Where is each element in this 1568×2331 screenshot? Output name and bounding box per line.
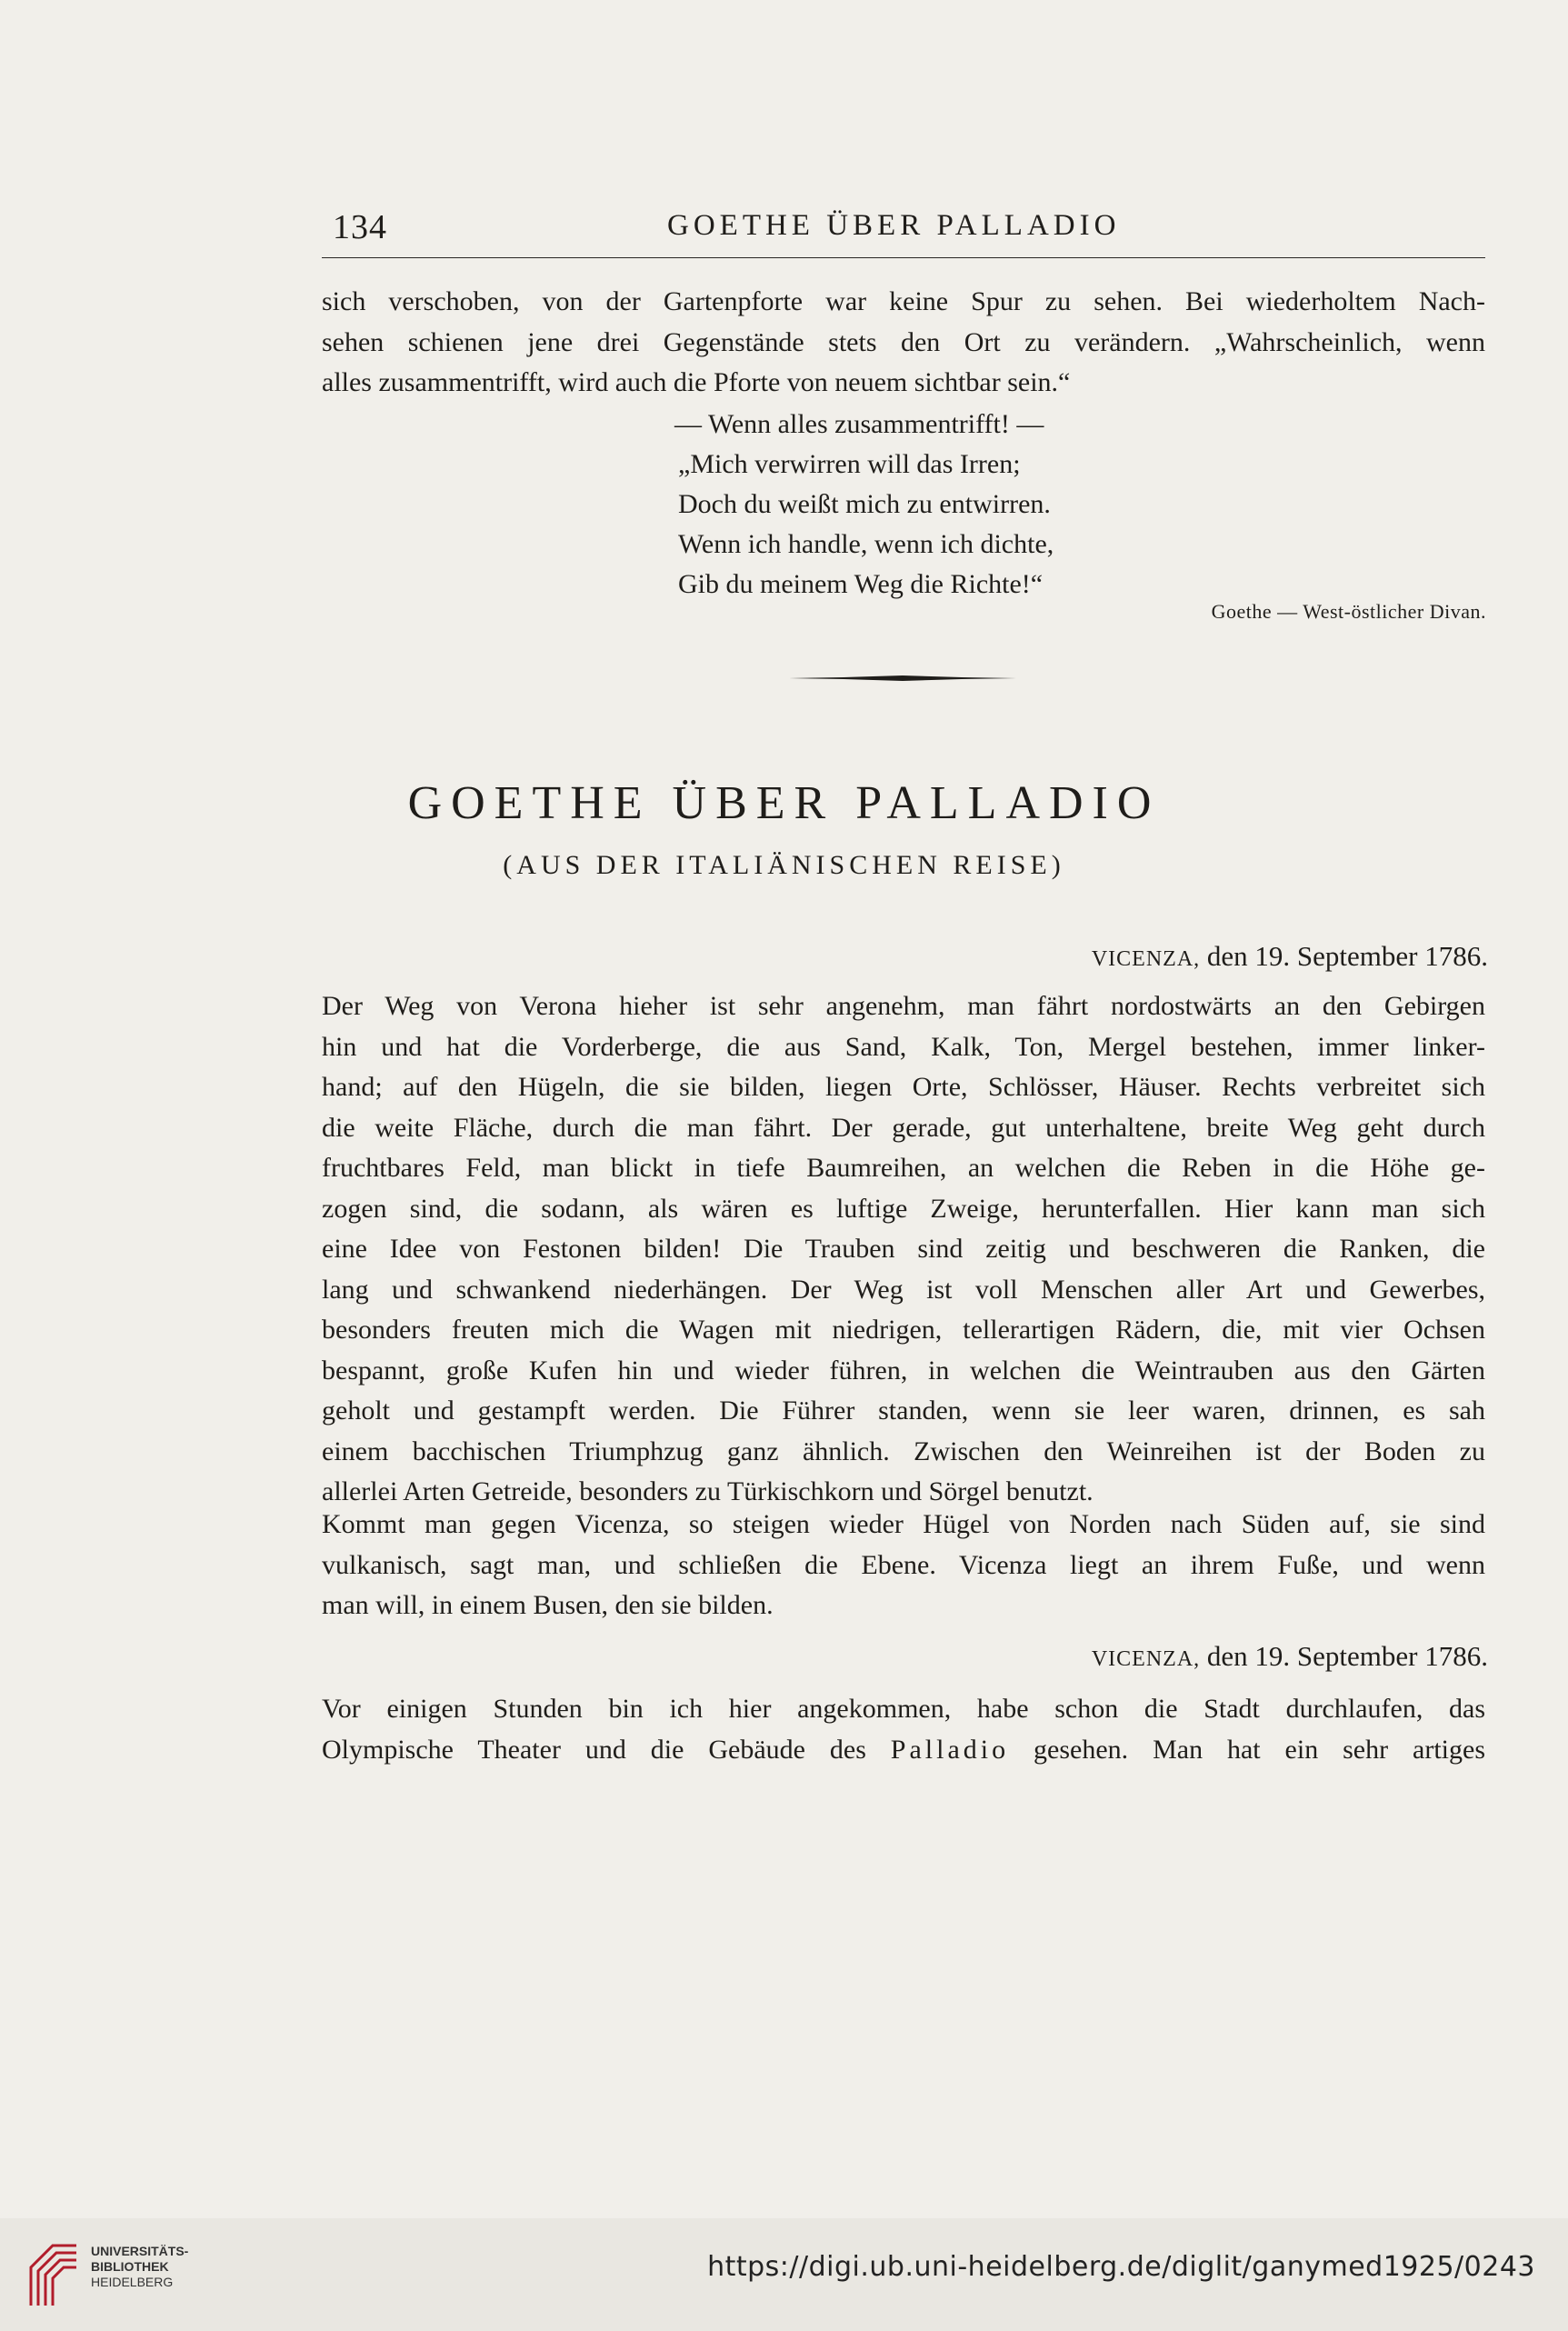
- text-line: [322, 1730, 1485, 1771]
- poem-line: Wenn ich handle, wenn ich dichte,: [678, 529, 1054, 559]
- dateline-date: den 19. September 1786.: [1206, 1640, 1488, 1672]
- text-line: Kommt man gegen Vicenza, so steigen wieder Hügel von Norden nach Süden auf, sie sind: [322, 1509, 1485, 1539]
- text-run: gesehen. Man hat ein sehr artiges: [1009, 1734, 1485, 1765]
- poem-line: „Mich verwirren will das Irren;: [678, 449, 1021, 479]
- page-number: 134: [333, 208, 387, 246]
- dateline: [1092, 1640, 1488, 1673]
- text-line: geholt und gestampft werden. Die Führer standen, wenn sie leer waren, drinnen, es sah: [322, 1396, 1485, 1426]
- dateline-date: den 19. September 1786.: [1206, 940, 1488, 972]
- intro-paragraph: [322, 282, 1485, 404]
- library-name: [91, 2244, 188, 2290]
- text-line: man will, in einem Busen, den sie bilden.: [322, 1590, 774, 1620]
- poem-line: Gib du meinem Weg die Richte!“: [678, 569, 1044, 599]
- poem-attribution: Goethe — West-östlicher Divan.: [1211, 600, 1486, 623]
- poem: [674, 405, 1054, 605]
- running-title: GOETHE ÜBER PALLADIO: [667, 209, 1121, 242]
- text-line: fruchtbares Feld, man blickt in tiefe Baumreihen, an welchen die Reben in die Höhe ge-: [322, 1153, 1485, 1183]
- text-line: Vor einigen Stunden bin ich hier angekommen, habe schon die Stadt durchlaufen, das: [322, 1694, 1485, 1724]
- text-line: hin und hat die Vorderberge, die aus Sand, Kalk, Ton, Mergel bestehen, immer linker-: [322, 1031, 1485, 1062]
- text-run: Olympische Theater und die Gebäude des: [322, 1734, 891, 1765]
- permalink-url[interactable]: https://digi.ub.uni-heidelberg.de/diglit/ganymed1925/0243: [707, 2251, 1535, 2283]
- article-subtitle: (AUS DER ITALIÄNISCHEN REISE): [503, 850, 1065, 880]
- text-line: Der Weg von Verona hieher ist sehr angenehm, man fährt nordostwärts an den Gebirgen: [322, 991, 1485, 1021]
- text-line: allerlei Arten Getreide, besonders zu Türkischkorn und Sörgel benutzt.: [322, 1476, 1094, 1506]
- dateline-place: VICENZA,: [1091, 947, 1201, 971]
- text-line: zogen sind, die sodann, als wären es luftige Zweige, herunterfallen. Hier kann man sich: [322, 1193, 1485, 1224]
- text-line: die weite Fläche, durch die man fährt. Der gerade, gut unterhaltene, breite Weg geht durch: [322, 1112, 1485, 1143]
- library-logo-icon: [25, 2240, 82, 2309]
- text-line: lang und schwankend niederhängen. Der Weg ist voll Menschen aller Art und Gewerbes,: [322, 1274, 1485, 1305]
- text-line: sich verschoben, von der Gartenpforte war keine Spur zu sehen. Bei wiederholtem Nach-: [322, 286, 1485, 316]
- entry-paragraph: [322, 986, 1485, 1513]
- text-line: einem bacchischen Triumphzug ganz ähnlich. Zwischen den Weinreihen ist der Boden zu: [322, 1436, 1485, 1466]
- ornament-rule: [789, 675, 1016, 681]
- library-line: HEIDELBERG: [91, 2275, 174, 2289]
- dateline: [1092, 940, 1488, 973]
- poem-line: Doch du weißt mich zu entwirren.: [678, 489, 1051, 519]
- library-line: UNIVERSITÄTS-: [91, 2244, 189, 2258]
- dateline-place: VICENZA,: [1091, 1647, 1201, 1671]
- article-title: GOETHE ÜBER PALLADIO: [407, 777, 1161, 829]
- text-line: hand; auf den Hügeln, die sie bilden, liegen Orte, Schlösser, Häuser. Rechts verbreitet sich: [322, 1072, 1485, 1102]
- poem-line: — Wenn alles zusammentrifft! —: [674, 409, 1044, 439]
- page-header: [322, 207, 1485, 262]
- library-line: BIBLIOTHEK: [91, 2259, 169, 2274]
- text-line: vulkanisch, sagt man, und schließen die Ebene. Vicenza liegt an ihrem Fuße, und wenn: [322, 1549, 1485, 1580]
- text-line: eine Idee von Festonen bilden! Die Trauben sind zeitig und beschweren die Ranken, die: [322, 1234, 1485, 1264]
- text-line: bespannt, große Kufen hin und wieder führen, in welchen die Weintrauben aus den Gärten: [322, 1355, 1485, 1386]
- header-rule: [322, 257, 1485, 258]
- entry-paragraph: [322, 1505, 1485, 1626]
- entry-paragraph: [322, 1689, 1485, 1770]
- text-line: besonders freuten mich die Wagen mit niedrigen, tellerartigen Rädern, die, mit vier Ochsen: [322, 1315, 1485, 1345]
- spaced-name: Palladio: [890, 1734, 1010, 1765]
- text-line: sehen schienen jene drei Gegenstände stets den Ort zu verändern. „Wahrscheinlich, wenn: [322, 326, 1485, 357]
- text-line: alles zusammentrifft, wird auch die Pforte von neuem sichtbar sein.“: [322, 367, 1071, 397]
